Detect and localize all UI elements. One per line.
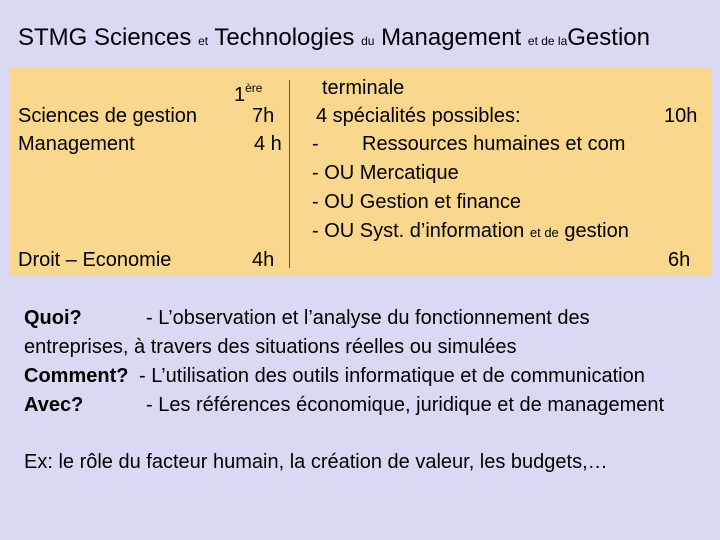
option-systemes-information	[312, 219, 629, 245]
option-gestion-finance: - OU Gestion et finance	[312, 191, 521, 213]
slide-title	[18, 22, 650, 57]
option-si-part-a: - OU Syst. d’information	[312, 220, 525, 242]
subject-name-management: Management	[18, 133, 135, 155]
title-part-du: du	[361, 34, 375, 48]
title-part-management: Management	[381, 24, 522, 51]
comment-label: Comment?	[24, 365, 129, 387]
quoi-label: Quoi?	[24, 307, 82, 329]
comment-text: - L’utilisation des outils informatique et de communication	[139, 365, 645, 387]
subject-hours-sciences-gestion: 7h	[252, 105, 275, 127]
title-part-stmg: STMG Sciences	[18, 24, 192, 51]
quoi-text-line1: - L’observation et l’analyse du fonctionnement des	[146, 307, 590, 329]
subject-name-droit-economie: Droit – Economie	[18, 249, 172, 271]
subject-hours-droit-economie: 4h	[252, 249, 275, 271]
terminale-header: terminale	[322, 77, 405, 99]
specialites-label: 4 spécialités possibles:	[316, 105, 521, 127]
option-dash: -	[312, 133, 319, 155]
title-part-et: et	[198, 34, 209, 48]
premiere-header-sup: ère	[245, 81, 263, 95]
option-si-part-small: et de	[529, 225, 559, 240]
premiere-header-num: 1	[234, 84, 246, 106]
title-part-gestion: Gestion	[567, 24, 650, 51]
droit-terminale-hours: 6h	[668, 249, 691, 271]
option-ressources-humaines: Ressources humaines et com	[362, 133, 626, 155]
title-part-technologies: Technologies	[214, 24, 355, 51]
title-part-et-de-la: et de la	[527, 34, 568, 48]
column-divider	[289, 80, 290, 268]
avec-text: - Les références économique, juridique et de management	[146, 394, 665, 416]
subject-name-sciences-gestion: Sciences de gestion	[18, 105, 198, 127]
avec-label: Avec?	[24, 394, 84, 416]
option-mercatique: - OU Mercatique	[312, 162, 459, 184]
option-si-part-b: gestion	[564, 220, 629, 242]
specialites-hours: 10h	[664, 105, 698, 127]
quoi-text-line2: entreprises, à travers des situations réelles ou simulées	[24, 336, 517, 358]
subject-hours-management: 4 h	[254, 133, 282, 155]
example-text: Ex: le rôle du facteur humain, la création de valeur, les budgets,…	[24, 451, 608, 473]
premiere-header	[234, 76, 262, 107]
